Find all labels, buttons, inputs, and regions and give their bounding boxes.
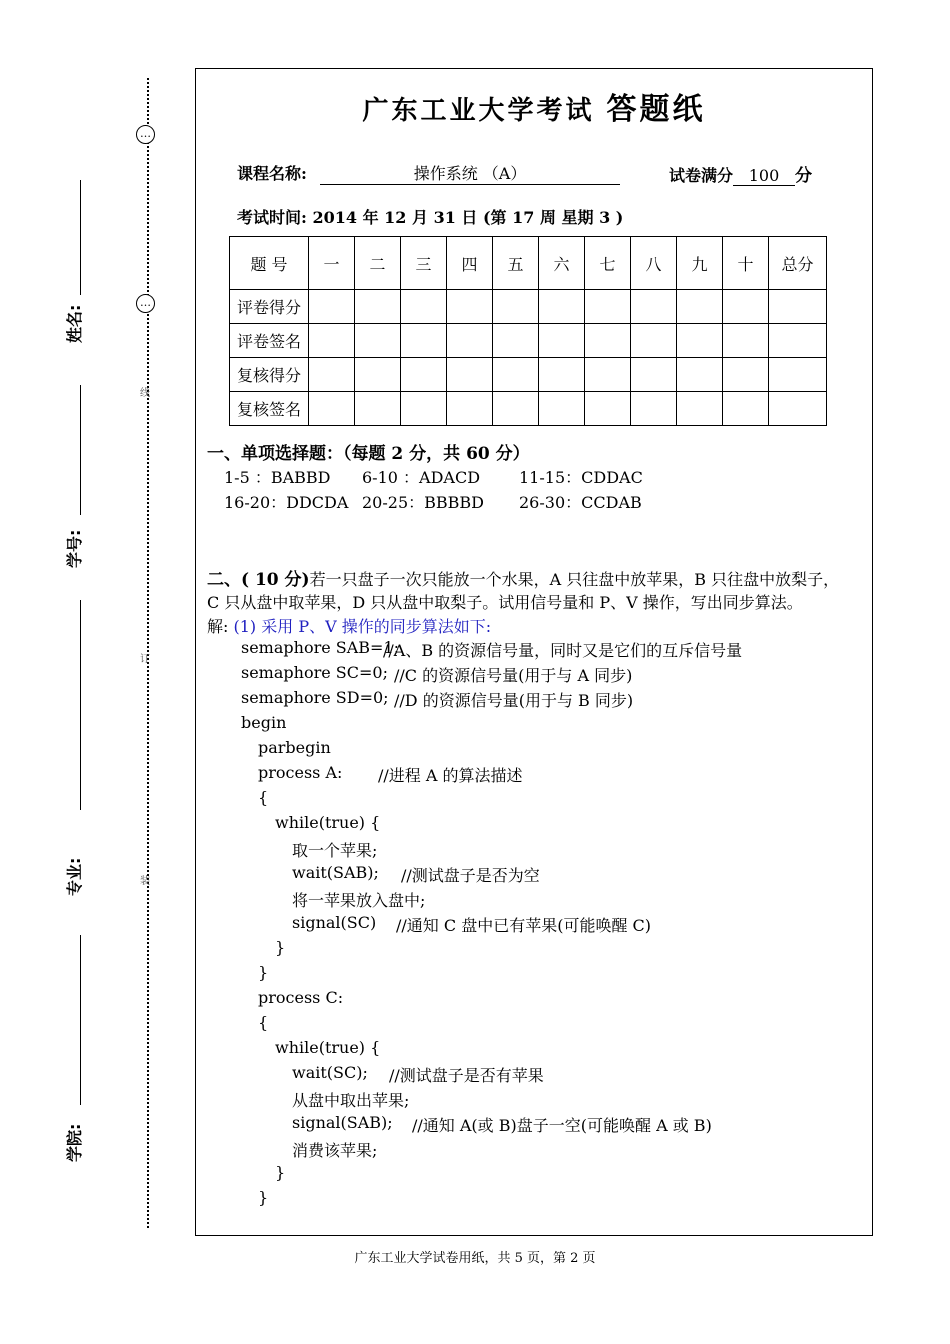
score-cell[interactable] xyxy=(309,358,355,392)
code-comment: //C 的资源信号量(用于与 A 同步) xyxy=(394,666,633,685)
header-cell-total: 总分 xyxy=(769,237,827,290)
code-comment: //D 的资源信号量(用于与 B 同步) xyxy=(394,691,634,710)
score-cell[interactable] xyxy=(677,392,723,426)
score-cell[interactable] xyxy=(355,358,401,392)
code-statement: 取一个苹果; xyxy=(292,841,378,860)
code-line xyxy=(258,763,342,782)
page-footer: 广东工业大学试卷用纸，共 5 页，第 2 页 xyxy=(354,1251,596,1266)
code-statement: } xyxy=(258,1188,269,1207)
code-comment: //A、B 的资源信号量，同时又是它们的互斥信号量 xyxy=(383,641,743,660)
score-cell[interactable] xyxy=(355,392,401,426)
code-comment: //测试盘子是否有苹果 xyxy=(389,1066,544,1085)
score-cell[interactable] xyxy=(539,392,585,426)
score-cell[interactable] xyxy=(401,392,447,426)
score-cell[interactable] xyxy=(355,324,401,358)
page-title xyxy=(195,84,873,128)
row-label: 评卷签名 xyxy=(230,324,309,358)
course-label: 课程名称: xyxy=(237,164,307,183)
code-line xyxy=(275,813,380,832)
code-line xyxy=(292,1138,377,1161)
code-statement: wait(SC); xyxy=(292,1063,368,1082)
table-row xyxy=(230,324,827,358)
code-line xyxy=(292,863,379,882)
college-fill-line[interactable] xyxy=(80,935,81,1105)
section2-question-line1: 若一只盘子一次只能放一个水果，A 只往盘中放苹果，B 只往盘中放梨子， xyxy=(309,570,840,589)
student-id-fill-line[interactable] xyxy=(80,385,81,515)
exam-time-value: 2014 年 12 月 31 日 (第 17 周 星期 3 ) xyxy=(312,208,624,227)
code-statement: 消费该苹果; xyxy=(292,1141,378,1160)
score-cell[interactable] xyxy=(309,392,355,426)
header-cell-8: 八 xyxy=(631,237,677,290)
score-cell[interactable] xyxy=(631,392,677,426)
score-cell[interactable] xyxy=(539,290,585,324)
header-cell-2: 二 xyxy=(355,237,401,290)
name-fill-line[interactable] xyxy=(80,180,81,295)
code-line xyxy=(241,688,389,707)
table-row xyxy=(230,392,827,426)
score-cell[interactable] xyxy=(493,290,539,324)
code-comment: //通知 A(或 B)盘子一空(可能唤醒 A 或 B) xyxy=(412,1116,712,1135)
code-line xyxy=(258,988,343,1007)
full-score-row xyxy=(669,161,812,186)
section1-heading: 一、单项选择题：（每题 2 分，共 60 分） xyxy=(207,444,530,464)
score-cell[interactable] xyxy=(355,290,401,324)
score-table xyxy=(229,236,827,426)
major-fill-line[interactable] xyxy=(80,600,81,810)
code-statement: } xyxy=(275,1163,286,1182)
code-line xyxy=(241,713,286,732)
score-cell[interactable] xyxy=(723,290,769,324)
code-statement: { xyxy=(258,1013,269,1032)
code-line xyxy=(258,1188,268,1207)
code-line xyxy=(292,838,377,861)
score-cell[interactable] xyxy=(401,324,447,358)
title-sub: 答题纸 xyxy=(606,92,706,127)
header-cell-label: 题 号 xyxy=(230,237,309,290)
code-statement: semaphore SAB=1; xyxy=(241,638,400,657)
code-statement: { xyxy=(258,788,269,807)
code-statement: 将一苹果放入盘中; xyxy=(292,891,426,910)
student-id-label: 学号: xyxy=(65,529,84,568)
exam-time-label: 考试时间: xyxy=(237,208,307,227)
score-cell[interactable] xyxy=(723,392,769,426)
code-line xyxy=(292,913,376,932)
score-cell[interactable] xyxy=(631,290,677,324)
table-row xyxy=(230,358,827,392)
section2-points: 二、( 10 分) xyxy=(207,570,310,590)
header-cell-10: 十 xyxy=(723,237,769,290)
score-cell[interactable] xyxy=(447,324,493,358)
code-line xyxy=(292,1063,368,1082)
score-cell[interactable] xyxy=(309,290,355,324)
section2-question-line2: C 只从盘中取苹果，D 只从盘中取梨子。试用信号量和 P、V 操作，写出同步算法。 xyxy=(207,593,803,612)
code-comment: //通知 C 盘中已有苹果(可能唤醒 C) xyxy=(396,916,652,935)
score-cell[interactable] xyxy=(677,358,723,392)
code-line xyxy=(275,938,285,957)
major-label: 专业: xyxy=(65,857,84,896)
code-statement: signal(SAB); xyxy=(292,1113,393,1132)
score-cell[interactable] xyxy=(447,392,493,426)
full-score-label: 试卷满分 xyxy=(669,166,734,185)
title-main: 广东工业大学考试 xyxy=(362,96,595,126)
header-cell-5: 五 xyxy=(493,237,539,290)
section2-heading xyxy=(207,565,839,590)
score-cell[interactable] xyxy=(677,324,723,358)
answer-26-30: 26-30：CCDAB xyxy=(519,493,642,512)
score-cell[interactable] xyxy=(309,324,355,358)
code-line xyxy=(241,638,399,657)
score-cell[interactable] xyxy=(539,324,585,358)
answer-16-20: 16-20：DDCDA xyxy=(224,493,349,512)
code-statement: } xyxy=(258,963,269,982)
solution-intro-text: (1) 采用 P、V 操作的同步算法如下: xyxy=(233,617,492,636)
score-cell[interactable] xyxy=(401,290,447,324)
code-statement: while(true) { xyxy=(275,813,381,832)
code-line xyxy=(292,1113,393,1132)
row-label: 评卷得分 xyxy=(230,290,309,324)
binding-hole-2: … xyxy=(136,294,155,313)
score-table-header-row xyxy=(230,237,827,290)
binding-hole-1: … xyxy=(136,125,155,144)
code-line xyxy=(292,1088,409,1111)
header-cell-4: 四 xyxy=(447,237,493,290)
score-cell[interactable] xyxy=(585,392,631,426)
code-statement: 从盘中取出苹果; xyxy=(292,1091,410,1110)
score-cell[interactable] xyxy=(493,324,539,358)
code-comment: //进程 A 的算法描述 xyxy=(378,766,523,785)
code-statement: process C: xyxy=(258,988,344,1007)
code-statement: parbegin xyxy=(258,738,331,757)
seal-char-zhuang: 装 xyxy=(140,876,150,887)
score-cell[interactable] xyxy=(493,358,539,392)
code-statement: signal(SC) xyxy=(292,913,377,932)
header-cell-9: 九 xyxy=(677,237,723,290)
score-cell[interactable] xyxy=(769,392,827,426)
header-cell-6: 六 xyxy=(539,237,585,290)
header-cell-7: 七 xyxy=(585,237,631,290)
answer-6-10: 6-10 ：ADACD xyxy=(362,468,481,487)
name-label: 姓名: xyxy=(65,304,84,343)
code-statement: semaphore SD=0; xyxy=(241,688,389,707)
course-row xyxy=(237,161,620,185)
score-cell[interactable] xyxy=(447,290,493,324)
score-cell[interactable] xyxy=(677,290,723,324)
score-cell[interactable] xyxy=(493,392,539,426)
course-name: 操作系统 （A） xyxy=(320,161,620,185)
seal-char-xian: 线 xyxy=(140,388,150,399)
score-cell[interactable] xyxy=(723,358,769,392)
score-cell[interactable] xyxy=(585,290,631,324)
solution-label: 解: xyxy=(207,617,229,636)
code-line xyxy=(275,1163,285,1182)
row-label: 复核签名 xyxy=(230,392,309,426)
code-line xyxy=(292,888,425,911)
row-label: 复核得分 xyxy=(230,358,309,392)
code-statement: begin xyxy=(241,713,287,732)
score-cell[interactable] xyxy=(585,358,631,392)
score-cell[interactable] xyxy=(769,290,827,324)
score-cell[interactable] xyxy=(769,324,827,358)
score-cell[interactable] xyxy=(631,324,677,358)
code-line xyxy=(258,1013,268,1032)
code-line xyxy=(258,788,268,807)
college-label: 学院: xyxy=(65,1123,84,1162)
header-cell-3: 三 xyxy=(401,237,447,290)
code-statement: semaphore SC=0; xyxy=(241,663,388,682)
score-cell[interactable] xyxy=(585,324,631,358)
score-cell[interactable] xyxy=(447,358,493,392)
code-line xyxy=(258,963,268,982)
code-line xyxy=(258,738,331,757)
code-statement: } xyxy=(275,938,286,957)
score-cell[interactable] xyxy=(631,358,677,392)
answer-20-25: 20-25：BBBBD xyxy=(362,493,484,512)
score-cell[interactable] xyxy=(723,324,769,358)
full-score-value: 100 xyxy=(733,166,795,186)
score-cell[interactable] xyxy=(769,358,827,392)
code-line xyxy=(275,1038,380,1057)
answer-1-5: 1-5 ：BABBD xyxy=(224,468,331,487)
answer-11-15: 11-15：CDDAC xyxy=(519,468,643,487)
code-line xyxy=(241,663,388,682)
code-statement: process A: xyxy=(258,763,343,782)
score-cell[interactable] xyxy=(401,358,447,392)
table-row xyxy=(230,290,827,324)
code-statement: while(true) { xyxy=(275,1038,381,1057)
code-statement: wait(SAB); xyxy=(292,863,379,882)
score-cell[interactable] xyxy=(539,358,585,392)
code-comment: //测试盘子是否为空 xyxy=(401,866,540,885)
header-cell-1: 一 xyxy=(309,237,355,290)
full-score-unit: 分 xyxy=(795,166,813,186)
seal-char-ding: 订 xyxy=(140,654,150,665)
solution-intro xyxy=(207,614,491,637)
exam-time-row xyxy=(237,205,623,228)
